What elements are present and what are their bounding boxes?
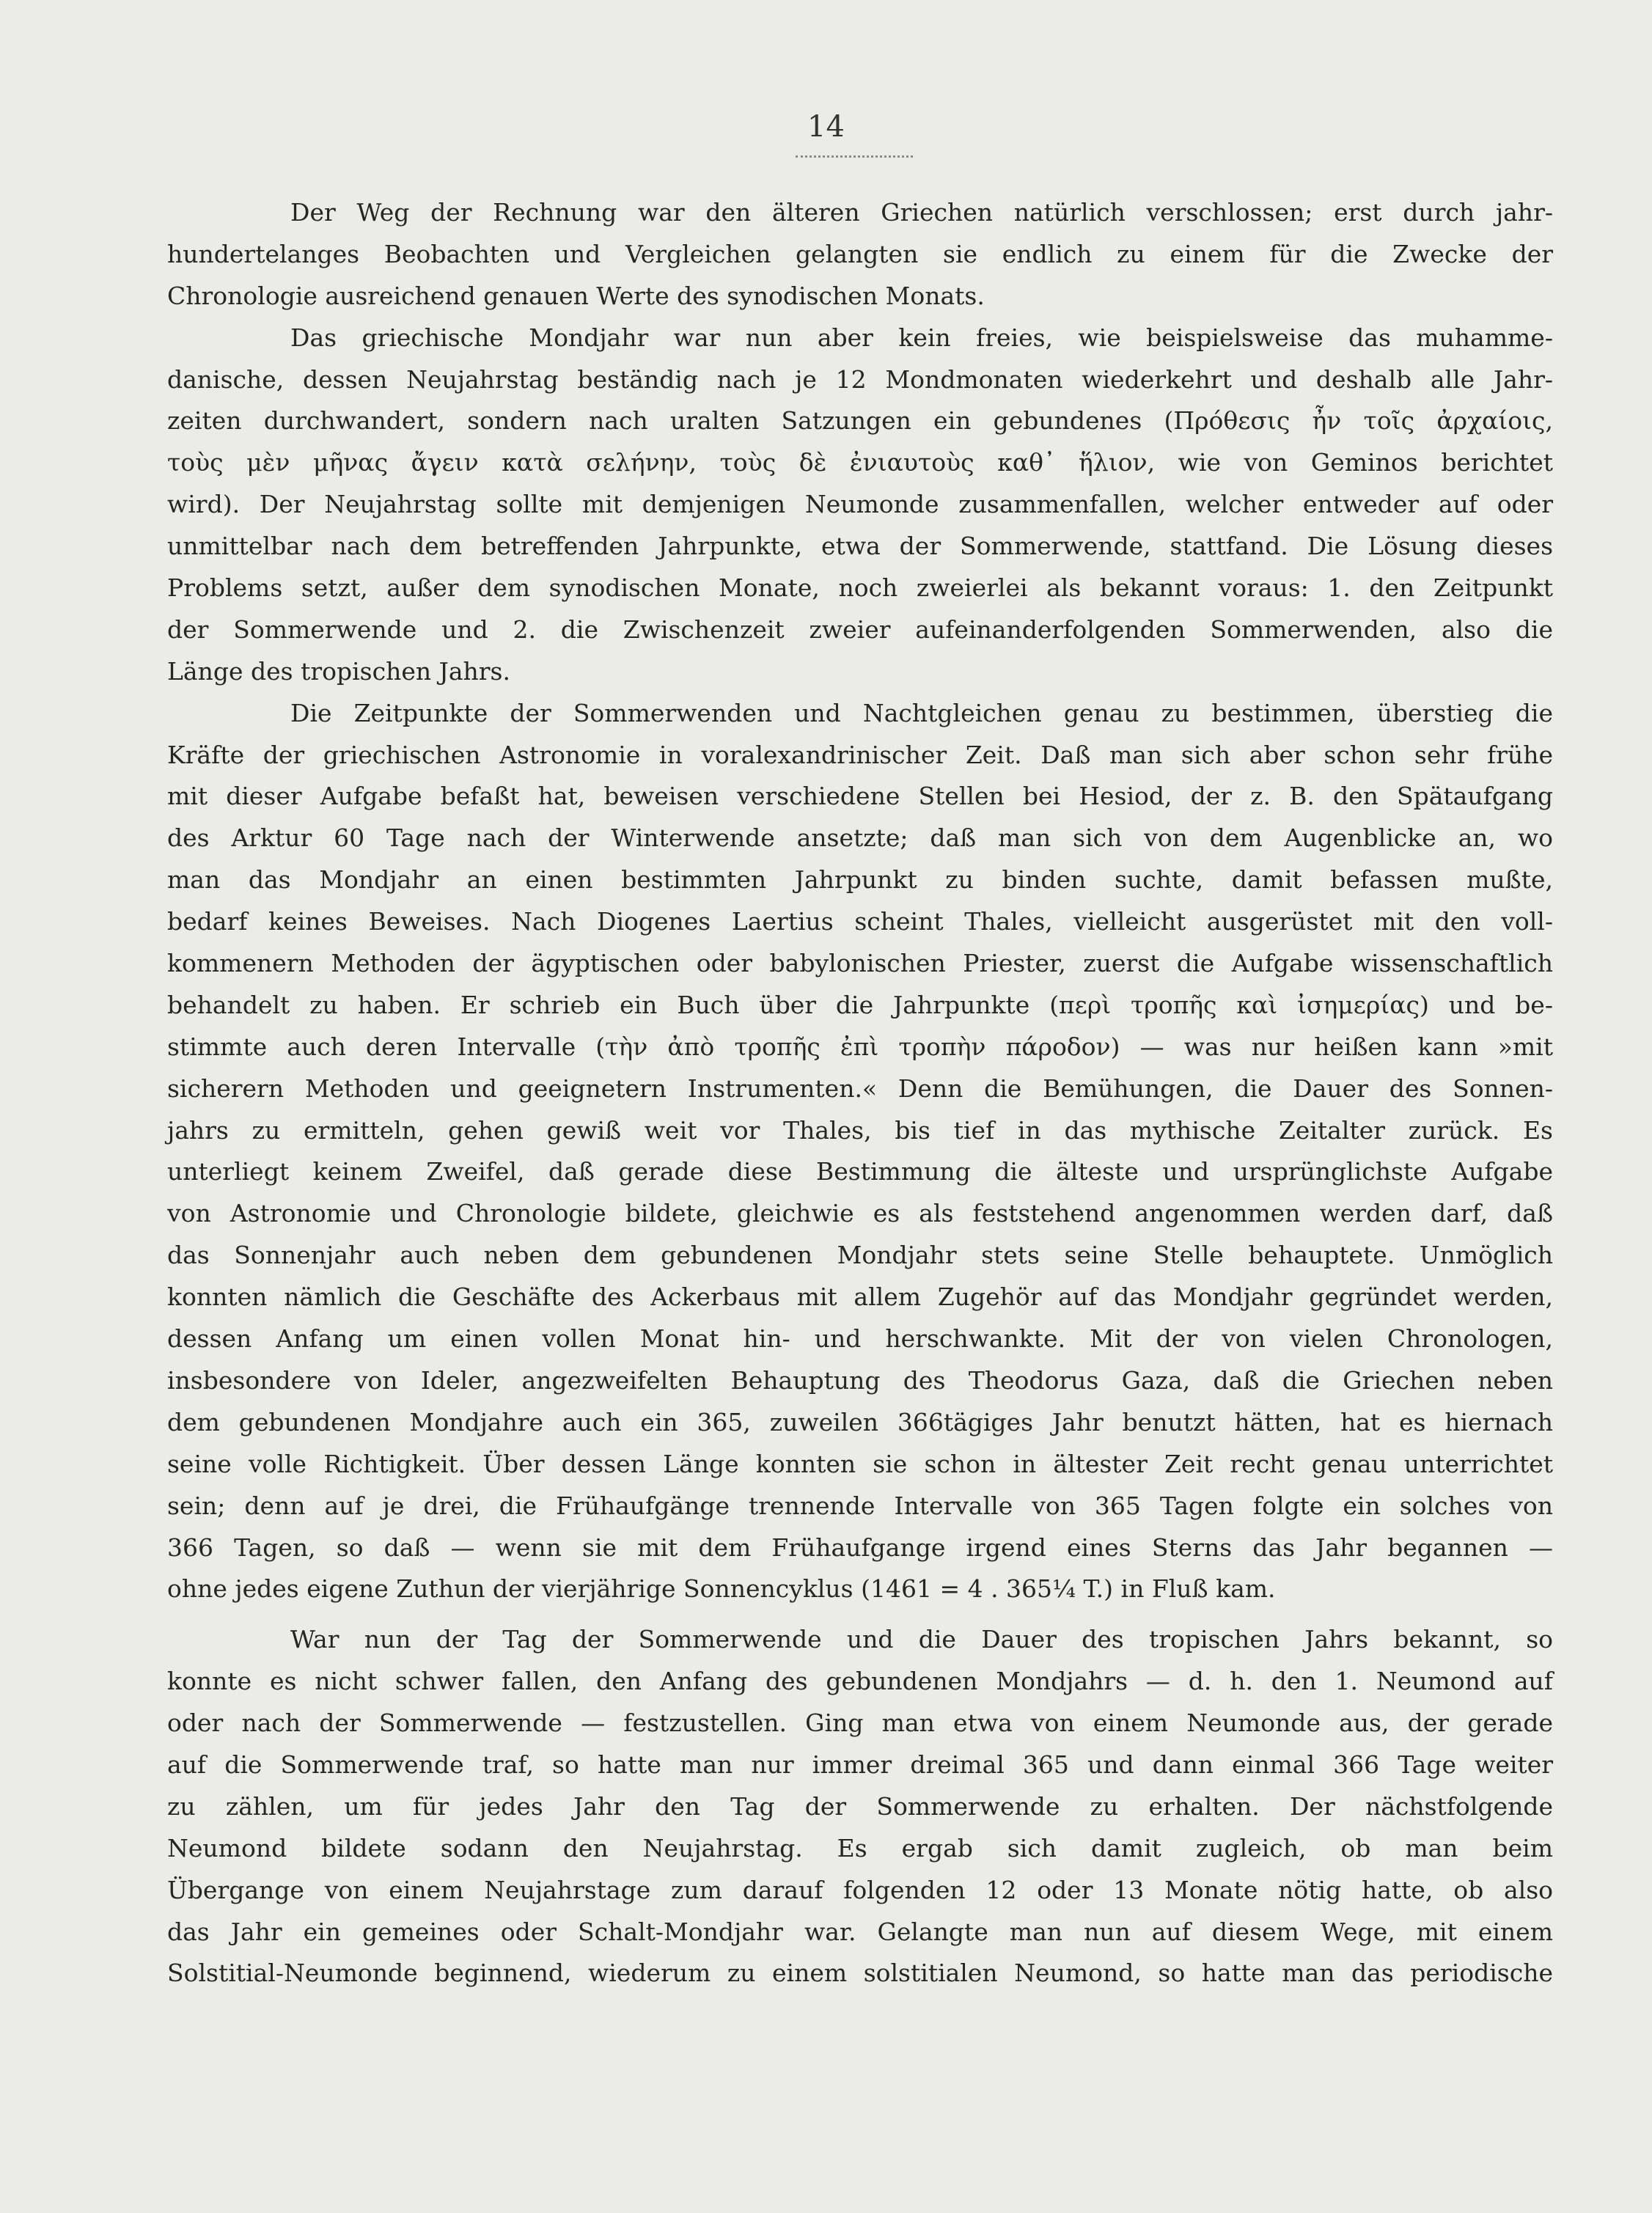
text-line: Kräfte der griechischen Astronomie in voralexandrinischer Zeit. Daß man sich aber schon sehr frühe: [167, 740, 1553, 769]
text-line: wird). Der Neujahrstag sollte mit demjenigen Neumonde zusammenfallen, welcher entweder auf oder: [167, 490, 1553, 519]
text-line: das Jahr ein gemeines oder Schalt-Mondjahr war. Gelangte man nun auf diesem Wege, mit einem: [167, 1917, 1553, 1946]
text-line: Problems setzt, außer dem synodischen Monate, noch zweierlei als bekannt voraus: 1. den Zeitpunkt: [167, 573, 1553, 603]
text-line: danische, dessen Neujahrstag beständig nach je 12 Mondmonaten wiederkehrt und deshalb alle Jahr-: [167, 364, 1553, 394]
text-line: dessen Anfang um einen vollen Monat hin- und herschwankte. Mit der von vielen Chronologen,: [167, 1324, 1553, 1354]
text-line: Übergange von einem Neujahrstage zum darauf folgenden 12 oder 13 Monate nötig hatte, ob also: [167, 1875, 1553, 1904]
text-line: man das Mondjahr an einen bestimmten Jahrpunkt zu binden suchte, damit befassen mußte,: [167, 865, 1553, 895]
text-line: Neumond bildete sodann den Neujahrstag. Es ergab sich damit zugleich, ob man beim: [167, 1833, 1553, 1862]
text-line: das Sonnenjahr auch neben dem gebundenen Mondjahr stets seine Stelle behauptete. Unmöglich: [167, 1241, 1553, 1270]
text-line: des Arktur 60 Tage nach der Winterwende ansetzte; daß man sich von dem Augenblicke an, wo: [167, 823, 1553, 853]
text-line: jahrs zu ermitteln, gehen gewiß weit vor Thales, bis tief in das mythische Zeitalter zurück. Es: [167, 1115, 1553, 1145]
page-number-ornament: [796, 155, 913, 161]
text-line: sicherern Methoden und geeignetern Instrumenten.« Denn die Bemühungen, die Dauer des Sonnen-: [167, 1074, 1553, 1103]
text-line: Der Weg der Rechnung war den älteren Griechen natürlich verschlossen; erst durch jahr-: [290, 198, 1553, 227]
page-number: 14: [807, 110, 845, 144]
text-line: Länge des tropischen Jahrs.: [167, 656, 510, 686]
text-line: oder nach der Sommerwende — festzustellen. Ging man etwa von einem Neumonde aus, der gerade: [167, 1709, 1553, 1738]
text-line: konnte es nicht schwer fallen, den Anfang des gebundenen Mondjahrs — d. h. den 1. Neumond auf: [167, 1667, 1553, 1696]
text-line: kommenern Methoden der ägyptischen oder babylonischen Priester, zuerst die Aufgabe wissenschaftlich: [167, 949, 1553, 978]
text-line: von Astronomie und Chronologie bildete, gleichwie es als feststehend angenommen werden darf, daß: [167, 1199, 1553, 1228]
text-line: seine volle Richtigkeit. Über dessen Länge konnten sie schon in ältester Zeit recht genau unterrichtet: [167, 1449, 1553, 1478]
text-line: Chronologie ausreichend genauen Werte des synodischen Monats.: [167, 281, 985, 310]
text-line: τοὺς μὲν μῆνας ἄγειν κατὰ σελήνην, τοὺς δὲ ἐνιαυτοὺς καθ᾿ ἥλιον, wie von Geminos berichtet: [167, 448, 1553, 477]
text-line: insbesondere von Ideler, angezweifelten Behauptung des Theodorus Gaza, daß die Griechen neben: [167, 1365, 1553, 1395]
text-line: zeiten durchwandert, sondern nach uralten Satzungen ein gebundenes (Πρόθεσις ἦν τοῖς ἀρχαίοις,: [167, 406, 1553, 436]
text-line: Solstitial-Neumonde beginnend, wiederum zu einem solstitialen Neumond, so hatte man das periodische: [167, 1959, 1553, 1988]
text-line: War nun der Tag der Sommerwende und die Dauer des tropischen Jahrs bekannt, so: [290, 1625, 1553, 1654]
text-line: behandelt zu haben. Er schrieb ein Buch über die Jahrpunkte (περὶ τροπῆς καὶ ἰσημερίας) und be-: [167, 990, 1553, 1019]
body-text: [167, 192, 1553, 1994]
text-line: zu zählen, um für jedes Jahr den Tag der Sommerwende zu erhalten. Der nächstfolgende: [167, 1791, 1553, 1821]
text-line: dem gebundenen Mondjahre auch ein 365, zuweilen 366tägiges Jahr benutzt hätten, hat es hiernach: [167, 1407, 1553, 1436]
text-line: bedarf keines Beweises. Nach Diogenes Laertius scheint Thales, vielleicht ausgerüstet mit den voll-: [167, 907, 1553, 936]
text-line: konnten nämlich die Geschäfte des Ackerbaus mit allem Zugehör auf das Mondjahr gegründet werden,: [167, 1282, 1553, 1312]
text-line: unterliegt keinem Zweifel, daß gerade diese Bestimmung die älteste und ursprünglichste Aufgabe: [167, 1157, 1553, 1186]
text-line: auf die Sommerwende traf, so hatte man nur immer dreimal 365 und dann einmal 366 Tage weiter: [167, 1750, 1553, 1779]
text-line: Die Zeitpunkte der Sommerwenden und Nachtgleichen genau zu bestimmen, überstieg die: [290, 698, 1553, 727]
text-line: unmittelbar nach dem betreffenden Jahrpunkte, etwa der Sommerwende, stattfand. Die Lösung dieses: [167, 532, 1553, 561]
text-line: mit dieser Aufgabe befaßt hat, beweisen verschiedene Stellen bei Hesiod, der z. B. den Spätaufgang: [167, 782, 1553, 811]
text-line: Das griechische Mondjahr war nun aber kein freies, wie beispielsweise das muhamme-: [290, 323, 1553, 352]
text-line: sein; denn auf je drei, die Frühaufgänge trennende Intervalle von 365 Tagen folgte ein solches von: [167, 1491, 1553, 1520]
text-line: stimmte auch deren Intervalle (τὴν ἀπὸ τροπῆς ἐπὶ τροπὴν πάροδον) — was nur heißen kann »mit: [167, 1032, 1553, 1061]
text-line: der Sommerwende und 2. die Zwischenzeit zweier aufeinanderfolgenden Sommerwenden, also die: [167, 614, 1553, 644]
text-line: hundertelanges Beobachten und Vergleichen gelangten sie endlich zu einem für die Zwecke der: [167, 239, 1553, 268]
text-line: ohne jedes eigene Zuthun der vierjährige Sonnencyklus (1461 = 4 . 365¼ T.) in Fluß kam.: [167, 1574, 1276, 1604]
text-line: 366 Tagen, so daß — wenn sie mit dem Frühaufgange irgend eines Sterns das Jahr begannen —: [167, 1533, 1553, 1562]
